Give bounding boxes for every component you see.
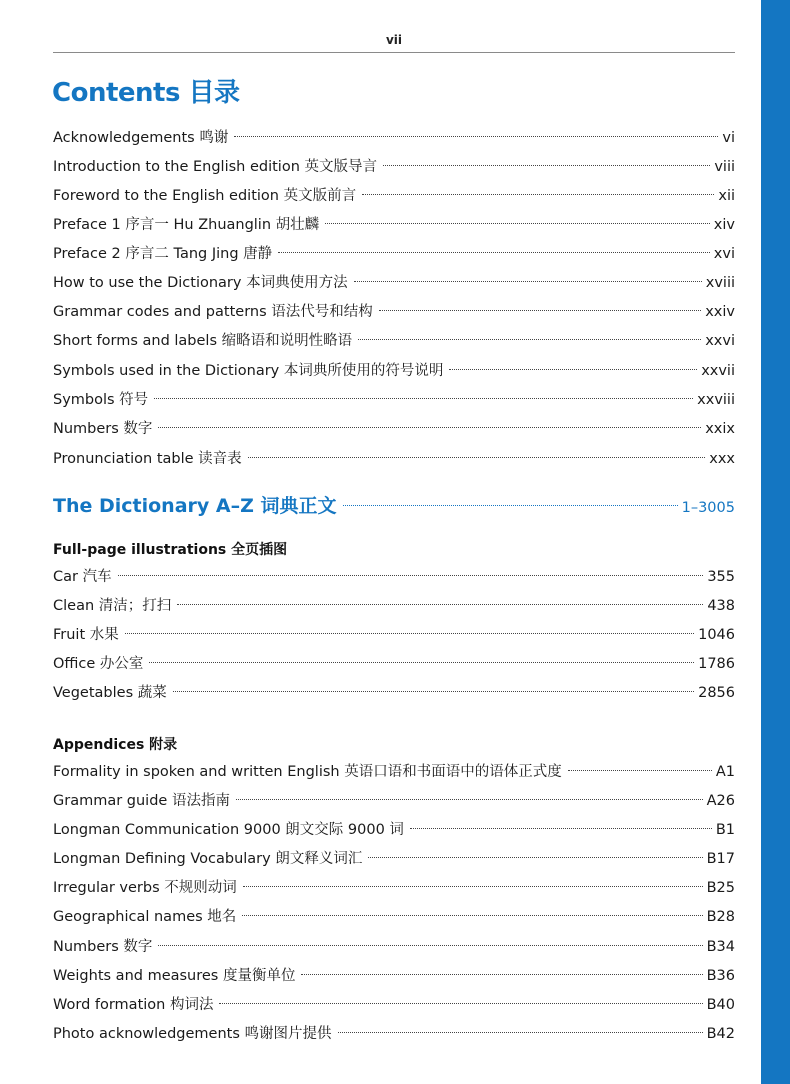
toc-entry-label: Grammar guide 语法指南 <box>53 793 230 809</box>
toc-entry-label: Car 汽车 <box>53 569 112 585</box>
toc-entry-label: Word formation 构词法 <box>53 997 214 1013</box>
toc-entry-label: Weights and measures 度量衡单位 <box>53 968 296 984</box>
dot-leader <box>358 339 701 340</box>
toc-entry-label: Grammar codes and patterns 语法代号和结构 <box>53 304 373 320</box>
dot-leader <box>234 136 718 137</box>
header-rule <box>53 52 735 53</box>
toc-entry-label: The Dictionary A–Z 词典正文 <box>53 495 337 517</box>
toc-entry[interactable] <box>53 936 735 958</box>
dot-leader <box>236 799 703 800</box>
toc-entry[interactable] <box>53 906 735 928</box>
page-number: vii <box>385 33 403 47</box>
toc-entry-page: 438 <box>707 598 735 614</box>
toc-entry-label: Clean 清洁；打扫 <box>53 598 172 614</box>
toc-entry[interactable] <box>53 761 735 783</box>
toc-entry[interactable] <box>53 682 735 704</box>
toc-entry-page: B1 <box>715 822 735 838</box>
toc-entry-label: Geographical names 地名 <box>53 909 237 925</box>
toc-entry-label: Short forms and labels 缩略语和说明性略语 <box>53 333 353 349</box>
toc-entry[interactable] <box>53 877 735 899</box>
toc-entry-label: Longman Communication 9000 朗文交际 9000 词 <box>53 822 404 838</box>
toc-entry-page: 1–3005 <box>681 500 735 516</box>
toc-entry-page: B17 <box>706 851 735 867</box>
section-heading-illustrations: Full-page illustrations 全页插图 <box>53 542 288 558</box>
toc-entry[interactable] <box>53 360 735 382</box>
toc-entry-page: A1 <box>715 764 735 780</box>
toc-entry[interactable] <box>53 994 735 1016</box>
toc-entry[interactable] <box>53 418 735 440</box>
toc-entry[interactable] <box>53 214 735 236</box>
toc-entry-label: Pronunciation table 读音表 <box>53 451 242 467</box>
toc-entry-label: Office 办公室 <box>53 656 144 672</box>
toc-entry[interactable] <box>53 653 735 675</box>
toc-entry-label: Preface 1 序言一 Hu Zhuanglin 胡壮麟 <box>53 217 320 233</box>
toc-entry-page: B36 <box>706 968 735 984</box>
toc-entry[interactable] <box>53 848 735 870</box>
dot-leader <box>362 194 714 195</box>
toc-entry[interactable] <box>53 624 735 646</box>
toc-entry-page: 1786 <box>698 656 735 672</box>
dot-leader <box>449 369 697 370</box>
toc-entry-label: Foreword to the English edition 英文版前言 <box>53 188 357 204</box>
dot-leader <box>125 633 694 634</box>
toc-entry-page: xxviii <box>697 392 735 408</box>
toc-entry-label: Acknowledgements 鸣谢 <box>53 130 229 146</box>
toc-entry-page: xvi <box>713 246 735 262</box>
dot-leader <box>248 457 706 458</box>
dot-leader <box>278 252 710 253</box>
toc-entry[interactable] <box>53 1023 735 1045</box>
toc-entry-page: xxvii <box>701 363 735 379</box>
toc-entry-label: Symbols 符号 <box>53 392 149 408</box>
toc-entry-page: B34 <box>706 939 735 955</box>
toc-entry-label: How to use the Dictionary 本词典使用方法 <box>53 275 348 291</box>
dot-leader <box>158 427 701 428</box>
toc-entry-label: Numbers 数字 <box>53 939 153 955</box>
toc-entry-page: xiv <box>713 217 735 233</box>
dot-leader <box>379 310 701 311</box>
dot-leader <box>338 1032 703 1033</box>
dot-leader <box>354 281 702 282</box>
toc-entry-label: Formality in spoken and written English 英语口语和书面语中的语体正式度 <box>53 764 562 780</box>
toc-entry[interactable] <box>53 156 735 178</box>
dot-leader <box>243 886 703 887</box>
dot-leader <box>568 770 712 771</box>
dot-leader <box>410 828 712 829</box>
toc-entry[interactable] <box>53 819 735 841</box>
toc-entry-label: Numbers 数字 <box>53 421 153 437</box>
toc-entry-label: Fruit 水果 <box>53 627 119 643</box>
dot-leader <box>242 915 702 916</box>
side-color-bar <box>761 0 790 1084</box>
dot-leader <box>383 165 710 166</box>
dot-leader <box>219 1003 702 1004</box>
toc-entry[interactable] <box>53 790 735 812</box>
toc-entry-page: xxvi <box>705 333 735 349</box>
toc-entry[interactable] <box>53 272 735 294</box>
dot-leader <box>343 505 678 506</box>
dot-leader <box>177 604 703 605</box>
toc-entry-label: Introduction to the English edition 英文版导言 <box>53 159 377 175</box>
toc-entry[interactable] <box>53 566 735 588</box>
toc-entry-page: xviii <box>705 275 735 291</box>
toc-entry-label: Longman Defining Vocabulary 朗文释义词汇 <box>53 851 363 867</box>
toc-entry-page: B40 <box>706 997 735 1013</box>
toc-entry-page: xxiv <box>705 304 735 320</box>
toc-entry-label: Irregular verbs 不规则动词 <box>53 880 237 896</box>
dot-leader <box>149 662 694 663</box>
toc-entry[interactable] <box>53 448 735 470</box>
toc-entry-label: Preface 2 序言二 Tang Jing 唐静 <box>53 246 273 262</box>
toc-entry-label: Photo acknowledgements 鸣谢图片提供 <box>53 1026 332 1042</box>
toc-entry-page: B25 <box>706 880 735 896</box>
toc-entry-label: Symbols used in the Dictionary 本词典所使用的符号说明 <box>53 363 444 379</box>
toc-entry-page: 2856 <box>698 685 735 701</box>
toc-entry[interactable] <box>53 965 735 987</box>
toc-entry[interactable] <box>53 330 735 352</box>
toc-entry[interactable] <box>53 243 735 265</box>
dot-leader <box>301 974 702 975</box>
dot-leader <box>173 691 694 692</box>
toc-entry-page: 355 <box>707 569 735 585</box>
toc-entry[interactable] <box>53 185 735 207</box>
page-title: Contents 目录 <box>52 78 240 108</box>
toc-entry-page: xxx <box>709 451 735 467</box>
toc-entry-dictionary[interactable] <box>53 493 735 519</box>
toc-entry-page: vi <box>722 130 735 146</box>
toc-entry-page: A26 <box>706 793 735 809</box>
toc-entry-page: B42 <box>706 1026 735 1042</box>
toc-entry-page: viii <box>714 159 735 175</box>
toc-entry[interactable] <box>53 389 735 411</box>
dot-leader <box>368 857 702 858</box>
toc-entry-page: 1046 <box>698 627 735 643</box>
toc-entry[interactable] <box>53 595 735 617</box>
toc-entry-page: xii <box>718 188 735 204</box>
toc-entry[interactable] <box>53 301 735 323</box>
toc-entry-page: B28 <box>706 909 735 925</box>
dot-leader <box>118 575 704 576</box>
toc-entry-label: Vegetables 蔬菜 <box>53 685 167 701</box>
dot-leader <box>158 945 702 946</box>
section-heading-appendices: Appendices 附录 <box>53 737 178 753</box>
dot-leader <box>154 398 693 399</box>
dot-leader <box>325 223 710 224</box>
toc-entry-page: xxix <box>705 421 735 437</box>
toc-entry[interactable] <box>53 127 735 149</box>
